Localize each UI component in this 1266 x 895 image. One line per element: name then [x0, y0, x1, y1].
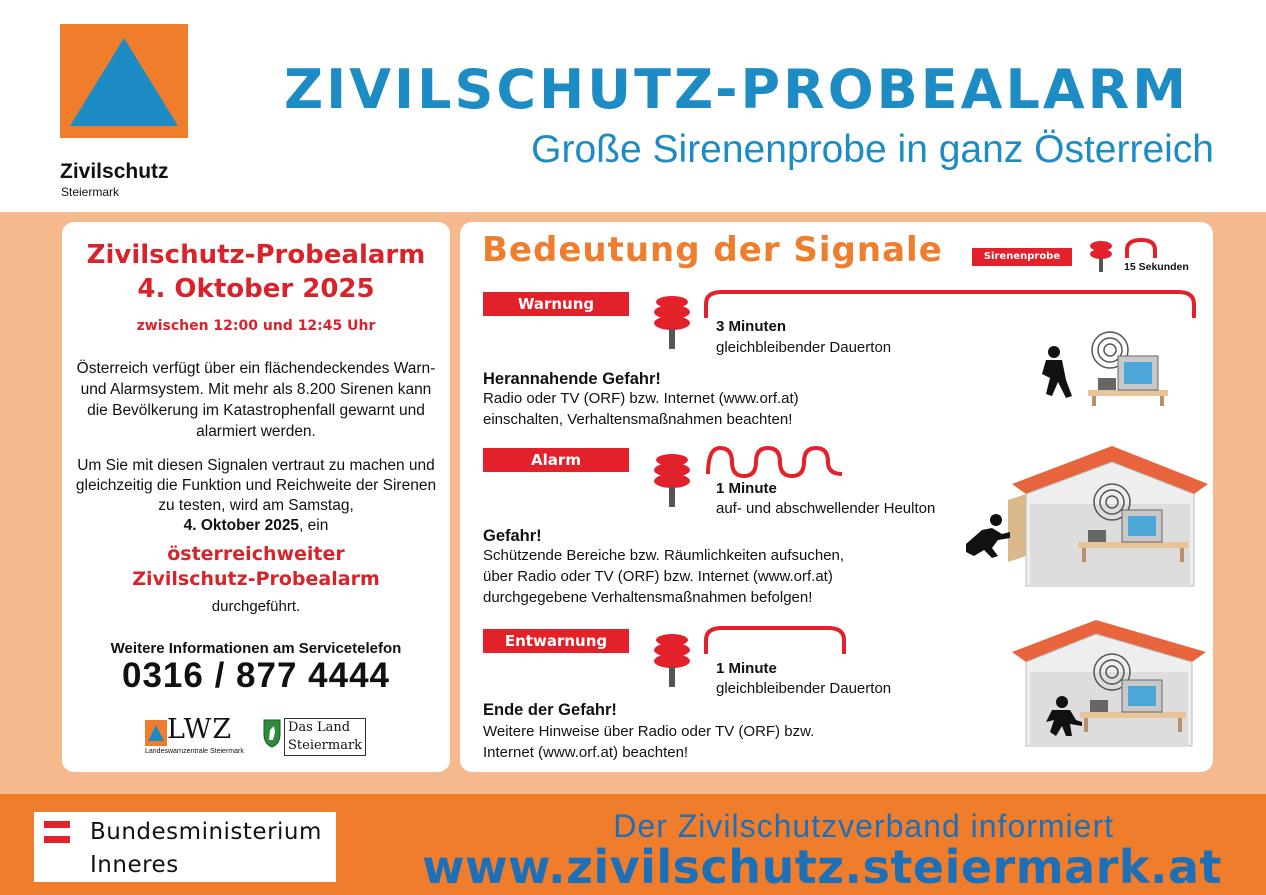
test-paragraph [62, 456, 450, 536]
page-subtitle: Große Sirenenprobe in ganz Österreich [531, 128, 1214, 171]
service-phone-label: Weitere Informationen am Servicetelefon [110, 640, 402, 657]
intro-paragraph: Österreich verfügt über ein flächendeckendes Warn- und Alarmsystem. Mit mehr als 8.200 Sirenen kann die Bevölkerung im Katastrophenfall gewarnt und alarmiert werden. [76, 360, 436, 440]
land-steiermark-line1: Das Land [288, 720, 351, 735]
alarm-tag: Alarm [483, 448, 629, 472]
all-clear-line1: Weitere Hinweise über Radio oder TV (ORF) bzw. [483, 723, 815, 740]
lwz-logo-subtext: Landeswarnzentrale Steiermark [145, 748, 244, 755]
all-clear-scene-illustration [1010, 618, 1208, 764]
all-clear-line2: Internet (www.orf.at) beachten! [483, 744, 689, 761]
lwz-logo-text: LWZ [167, 714, 233, 745]
test-paragraph-text: Um Sie mit diesen Signalen vertraut zu machen und gleichzeitig die Funktion und Reichweite der Sirenen zu testen, wird am Samstag, [75, 457, 437, 514]
test-paragraph-date: 4. Oktober 2025 [183, 517, 300, 534]
warning-line1: Radio oder TV (ORF) bzw. Internet (www.orf.at) [483, 390, 799, 407]
warning-line2: einschalten, Verhaltensmaßnahmen beachten! [483, 411, 793, 428]
all-clear-instructions [483, 721, 814, 763]
land-steiermark-logo [262, 716, 363, 758]
warning-tag: Warnung [483, 292, 629, 316]
ministry-line2: Inneres [90, 852, 179, 878]
highlight-line1: österreichweiter [167, 543, 345, 565]
footer-info: Der Zivilschutzverband informiert [613, 808, 1114, 844]
all-clear-tone-wave-icon [702, 622, 848, 656]
zivilschutz-logo [60, 24, 188, 138]
all-clear-heading: Ende der Gefahr! [483, 701, 617, 719]
land-steiermark-text [284, 718, 366, 756]
ministry-line1: Bundesministerium [90, 819, 322, 845]
alarm-instructions [483, 545, 844, 608]
all-clear-duration: 1 Minute [716, 660, 777, 677]
warning-siren-icon [652, 294, 692, 350]
done-text: durchgeführt. [211, 598, 301, 615]
alarm-scene-illustration [962, 444, 1208, 604]
austrian-flag-icon [44, 821, 70, 843]
alarm-tone-wave-icon [704, 440, 848, 480]
alarm-line3: durchgegebene Verhaltensmaßnahmen befolgen! [483, 589, 813, 606]
logo-subtitle: Steiermark [61, 185, 120, 199]
alarm-duration: 1 Minute [716, 480, 777, 497]
alarm-line1: Schützende Bereiche bzw. Räumlichkeiten aufsuchen, [483, 547, 845, 564]
ministry-logo [34, 812, 336, 882]
siren-test-wave-icon [1124, 236, 1158, 260]
page-title: ZIVILSCHUTZ-PROBEALARM [284, 58, 1189, 121]
styrian-panther-shield-icon [262, 718, 282, 748]
alarm-title [62, 238, 450, 306]
all-clear-tone: gleichbleibender Dauerton [716, 680, 892, 697]
warning-instructions [483, 388, 799, 430]
alarm-line2: über Radio oder TV (ORF) bzw. Internet (www.orf.at) [483, 568, 833, 585]
warning-heading: Herannahende Gefahr! [483, 370, 661, 388]
alarm-time: zwischen 12:00 und 12:45 Uhr [136, 318, 376, 334]
all-clear-siren-icon [652, 632, 692, 688]
footer-website-link[interactable]: www.zivilschutz.steiermark.at [422, 840, 1222, 894]
all-clear-tag: Entwarnung [483, 629, 629, 653]
logo-title: Zivilschutz [60, 160, 169, 183]
warning-tone: gleichbleibender Dauerton [716, 339, 892, 356]
civil-defence-triangle-icon [60, 24, 188, 138]
signals-title: Bedeutung der Signale [482, 230, 943, 270]
siren-test-icon [1088, 240, 1114, 274]
alarm-title-line1: Zivilschutz-Probealarm [86, 240, 426, 270]
nationwide-alarm-highlight [62, 542, 450, 592]
alarm-date: 4. Oktober 2025 [137, 274, 375, 304]
warning-scene-illustration [1032, 330, 1202, 408]
alarm-tone: auf- und abschwellender Heulton [716, 500, 936, 517]
alarm-siren-icon [652, 452, 692, 508]
warning-duration: 3 Minuten [716, 318, 786, 335]
lwz-logo [145, 716, 255, 758]
siren-test-tag: Sirenenprobe [972, 248, 1072, 266]
test-paragraph-suffix: , ein [299, 517, 329, 534]
warning-tone-wave-icon [702, 286, 1198, 320]
lwz-triangle-icon [145, 720, 167, 746]
highlight-line2: Zivilschutz-Probealarm [132, 568, 380, 590]
land-steiermark-line2: Steiermark [288, 738, 363, 753]
alarm-heading: Gefahr! [483, 527, 542, 545]
siren-test-duration: 15 Sekunden [1124, 261, 1189, 273]
service-phone-number: 0316 / 877 4444 [121, 656, 390, 695]
